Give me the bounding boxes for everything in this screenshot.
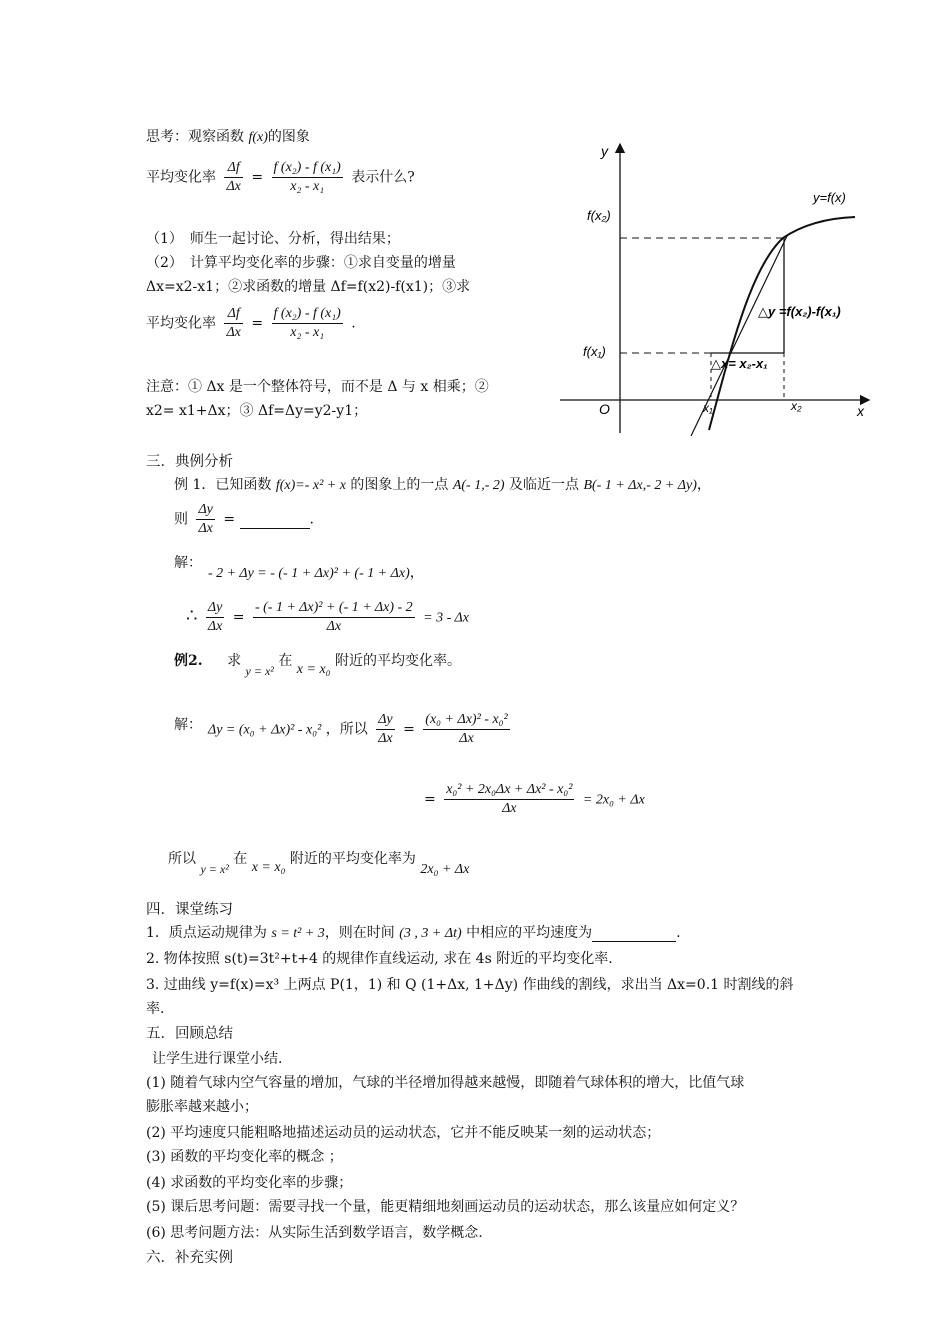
x-axis-label: x — [857, 403, 864, 419]
summary-6: (6) 思考问题方法：从实际生活到数学语言，数学概念. — [146, 1225, 483, 1241]
think-item-1: （1） 师生一起讨论、分析，得出结果； — [146, 231, 400, 247]
fraction: $\frac{\text{f (x₂) - f (x₁)}}{\text{x₂ - x₁}}$ — [273, 306, 341, 340]
x1-label: x₁ — [703, 401, 713, 415]
y-axis-label: y — [601, 143, 608, 159]
summary-1b: 膨胀率越来越小； — [146, 1099, 258, 1115]
example-2: 例2. 求 y = x² 在 x = x₀ 附近的平均变化率。 — [174, 653, 461, 678]
summary-2: (2) 平均速度只能粗略地描述运动员的运动状态，它并不能反映某一刻的运动状态； — [146, 1125, 661, 1141]
avg-rate-formula: 平均变化率 $\frac{\Delta f}{\Delta x}$ = $\frac{\text{f (x₂) - f (x₁)}}{\text{x₂ - x₁}}$ 表示什么? — [146, 160, 415, 194]
fraction: $\frac{\Delta y}{\Delta x}$ — [198, 502, 213, 536]
think-item-2a: （2） 计算平均变化率的步骤：①求自变量的增量 — [146, 255, 456, 271]
solution-2-label: 解： — [174, 717, 202, 733]
fx2-label: f(x₂) — [587, 208, 611, 223]
solution-2-line-1: Δy = (x₀ + Δx)² - x₀² ，所以 $\frac{\Delta y}{\Delta x}$ = $\frac{\text{(x₀ + Δx)² - x₀²}}{\Delta x}$ — [208, 712, 508, 746]
example-1: 例 1．已知函数 f(x)=- x² + x 的图象上的一点 A(- 1,- 2) 及临近一点 B(- 1 + Δx,- 2 + Δy)， — [174, 477, 711, 493]
fraction: $\frac{\Delta y}{\Delta x}$ — [207, 600, 223, 634]
origin-label: O — [599, 401, 610, 417]
answer-blank — [592, 925, 676, 942]
fx1-label: f(x₁) — [583, 344, 606, 359]
solution-2-conclusion: 所以 y = x² 在 x = x₀ 附近的平均变化率为 2x₀ + Δx — [168, 851, 470, 877]
function-graph — [555, 138, 885, 438]
curve — [709, 217, 855, 430]
solution-1-derivation: ∴ $\frac{\Delta y}{\Delta x}$ = $\frac{\text{- (- 1 + Δx)² + (- 1 + Δx) - 2}}{\Delta x}$ = 3 - Δx — [186, 600, 469, 634]
think-title: 思考：观察函数 f(x)的图象 — [146, 129, 310, 145]
x2-label: x₂ — [791, 399, 802, 413]
dx-label: △x= x₂-x₁ — [711, 356, 768, 371]
summary-intro: 让学生进行课堂小结. — [152, 1051, 283, 1067]
dy-label: △y =f(x₂)-f(x₁) — [758, 304, 841, 319]
fraction: $\frac{\Delta f}{\Delta x}$ — [226, 306, 241, 340]
fraction: $\frac{\text{- (- 1 + Δx)² + (- 1 + Δx) - 2}}{\Delta x}$ — [254, 600, 413, 634]
fraction: $\frac{\Delta f}{\Delta x}$ — [226, 160, 241, 194]
avg-rate-formula-2: 平均变化率 $\frac{\Delta f}{\Delta x}$ = $\frac{\text{f (x₂) - f (x₁)}}{\text{x₂ - x₁}}$ . — [146, 306, 356, 340]
summary-4: (4) 求函数的平均变化率的步骤； — [146, 1175, 353, 1191]
summary-5: (5) 课后思考问题：需要寻找一个量，能更精细地刻画运动员的运动状态，那么该量应如何定义？ — [146, 1199, 745, 1215]
solution-1-label: 解： — [174, 555, 202, 571]
answer-blank — [240, 512, 310, 529]
practice-2: 2. 物体按照 s(t)=3t²+t+4 的规律作直线运动, 求在 4s 附近的平均变化率. — [146, 951, 613, 967]
summary-1a: (1) 随着气球内空气容量的增加，气球的半径增加得越来越慢，即随着气球体积的增大，比值气球 — [146, 1075, 745, 1091]
section-4-heading: 四．课堂练习 — [146, 902, 233, 918]
section-6-heading: 六．补充实例 — [146, 1250, 233, 1266]
summary-3: (3) 函数的平均变化率的概念 ； — [146, 1149, 343, 1165]
fraction: $\frac{\Delta y}{\Delta x}$ — [378, 712, 393, 746]
section-5-heading: 五．回顾总结 — [146, 1026, 233, 1042]
fraction: $\frac{\text{x₀² + 2x₀Δx + Δx² - x₀²}}{\Delta x}$ — [446, 782, 573, 816]
think-note-1: 注意：① Δx 是一个整体符号，而不是 Δ 与 x 相乘；② — [146, 379, 489, 395]
solution-2-line-2: = $\frac{\text{x₀² + 2x₀Δx + Δx² - x₀²}}{\Delta x}$ = 2x₀ + Δx — [424, 782, 645, 816]
curve-label: y=f(x) — [813, 190, 846, 205]
practice-3b: 率. — [146, 1001, 165, 1017]
practice-3a: 3. 过曲线 y=f(x)=x³ 上两点 P(1，1) 和 Q (1+Δx, 1+Δy) 作曲线的割线，求出当 Δx=0.1 时割线的斜 — [146, 977, 794, 993]
example-1-question: 则 $\frac{\Delta y}{\Delta x}$ = . — [174, 502, 314, 536]
solution-1-line: - 2 + Δy = - (- 1 + Δx)² + (- 1 + Δx)， — [208, 565, 424, 581]
think-note-2: x2= x1+Δx；③ Δf=Δy=y2-y1； — [146, 403, 368, 419]
fraction: $\frac{\text{(x₀ + Δx)² - x₀²}}{\Delta x}$ — [425, 712, 508, 746]
practice-1: 1．质点运动规律为 s = t² + 3，则在时间 (3 , 3 + Δt) 中相应的平均速度为 . — [146, 925, 681, 941]
section-3-heading: 三．典例分析 — [146, 454, 233, 470]
think-item-2b: Δx=x2-x1；②求函数的增量 Δf=f(x2)-f(x1)；③求 — [146, 279, 471, 295]
fraction: $\frac{\text{f (x₂) - f (x₁)}}{\text{x₂ - x₁}}$ — [273, 160, 341, 194]
